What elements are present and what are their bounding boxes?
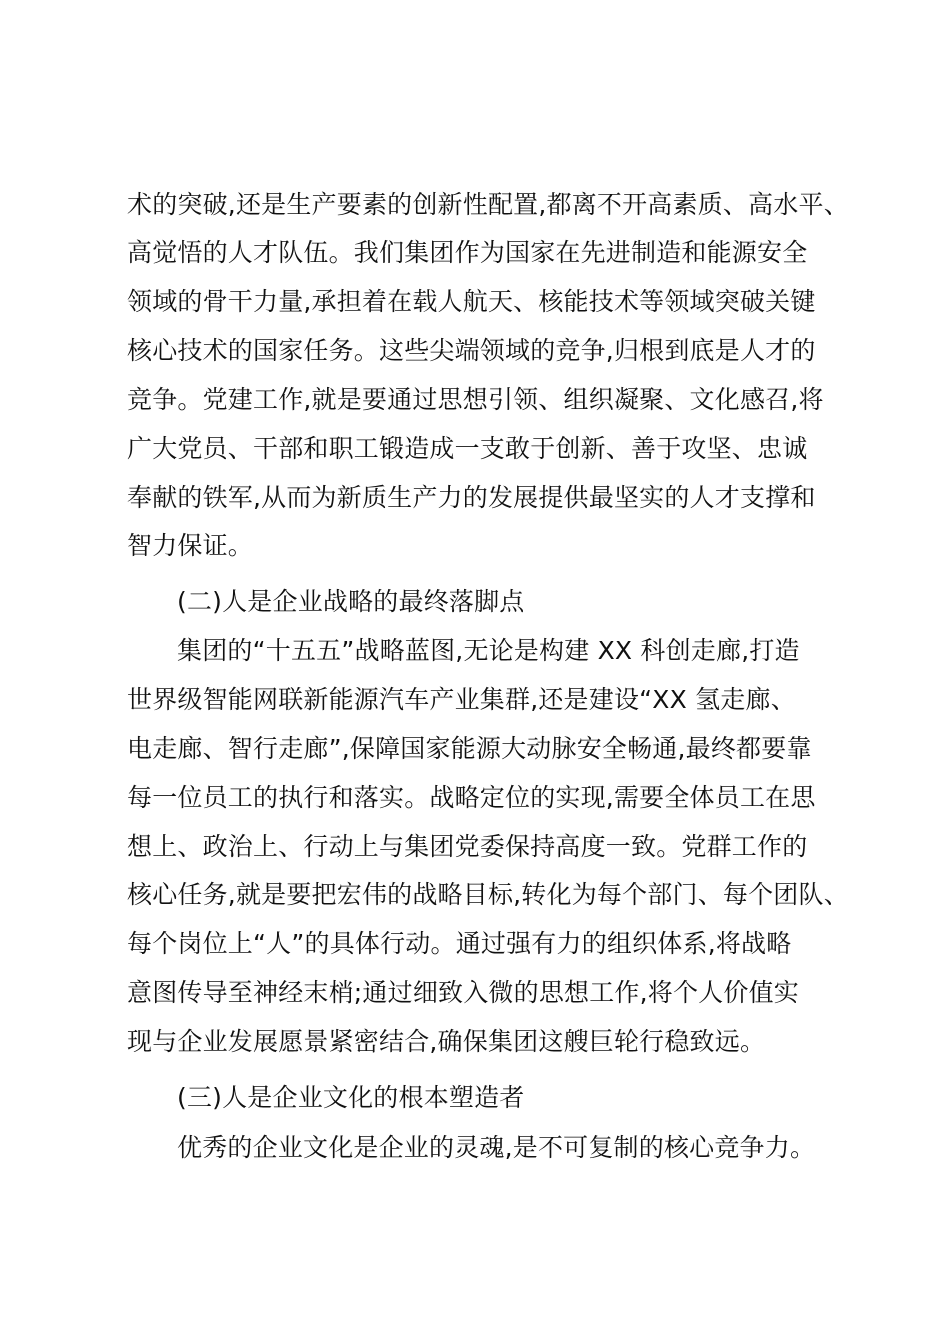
body-line: 高觉悟的人才队伍。我们集团作为国家在先进制造和能源安全 xyxy=(127,238,808,267)
body-line: 核心技术的国家任务。这些尖端领域的竞争,归根到底是人才的 xyxy=(127,336,816,365)
body-line: 每个岗位上“人”的具体行动。通过强有力的组织体系,将战略 xyxy=(127,929,792,958)
body-line: 电走廊、智行走廊”,保障国家能源大动脉安全畅通,最终都要靠 xyxy=(127,734,812,763)
body-line: 领域的骨干力量,承担着在载人航天、核能技术等领域突破关键 xyxy=(127,287,816,316)
body-line: 核心任务,就是要把宏伟的战略目标,转化为每个部门、每个团队、 xyxy=(127,880,849,909)
section-heading: (二)人是企业战略的最终落脚点 xyxy=(177,587,525,616)
body-line: 广大党员、干部和职工锻造成一支敢于创新、善于攻坚、忠诚 xyxy=(127,434,808,463)
body-line: 智力保证。 xyxy=(127,531,254,560)
body-line: 竞争。党建工作,就是要通过思想引领、组织凝聚、文化感召,将 xyxy=(127,385,824,414)
paragraph-first-line: 集团的“十五五”战略蓝图,无论是构建 XX 科创走廊,打造 xyxy=(177,636,800,665)
body-line: 想上、政治上、行动上与集团党委保持高度一致。党群工作的 xyxy=(127,832,808,861)
body-line: 现与企业发展愿景紧密结合,确保集团这艘巨轮行稳致远。 xyxy=(127,1027,766,1056)
body-line: 每一位员工的执行和落实。战略定位的实现,需要全体员工在思 xyxy=(127,783,816,812)
body-line: 奉献的铁军,从而为新质生产力的发展提供最坚实的人才支撑和 xyxy=(127,483,816,512)
section-heading: (三)人是企业文化的根本塑造者 xyxy=(177,1083,525,1112)
body-line: 意图传导至神经末梢;通过细致入微的思想工作,将个人价值实 xyxy=(127,978,799,1007)
paragraph-first-line: 优秀的企业文化是企业的灵魂,是不可复制的核心竞争力。 xyxy=(177,1133,816,1162)
body-line: 术的突破,还是生产要素的创新性配置,都离不开高素质、高水平、 xyxy=(127,190,849,219)
body-line: 世界级智能网联新能源汽车产业集群,还是建设“XX 氢走廊、 xyxy=(127,685,796,714)
